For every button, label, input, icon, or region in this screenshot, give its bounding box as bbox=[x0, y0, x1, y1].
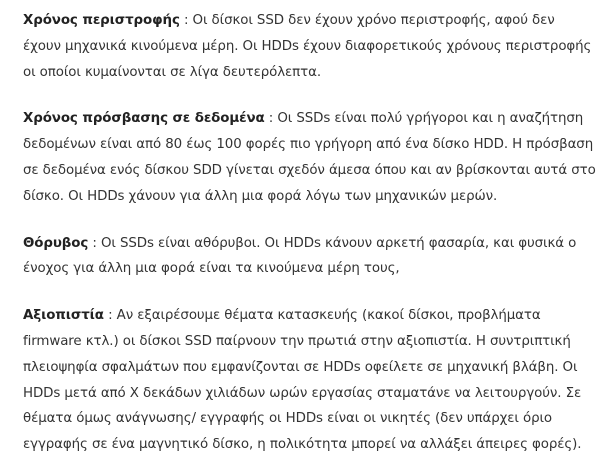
paragraph-rotation-time bbox=[23, 8, 596, 85]
description-data-access-time: : Οι SSDs είναι πολύ γρήγοροι και η αναζήτηση δεδομένων είναι από 80 έως 100 φορές πιο γρήγορη από ένα δίσκο HDD. Η πρόσβαση σε δεδομένα ενός δίσκου SDD γίνεται σχεδόν άμεσα όπου και αν βρίσκονται αυτά στο δίσκο. Οι HDDs χάνουν για άλλη μια φορά λόγω των μηχανικών μερών. bbox=[23, 111, 596, 204]
paragraph-data-access-time bbox=[23, 106, 596, 209]
description-noise: : Οι SSDs είναι αθόρυβοι. Οι HDDs κάνουν αρκετή φασαρία, και φυσικά ο ένοχος για άλλη μια φορά είναι τα κινούμενα μέρη τους, bbox=[23, 235, 577, 277]
paragraph-reliability bbox=[23, 303, 596, 458]
term-rotation-time: Χρόνος περιστροφής bbox=[23, 13, 180, 28]
description-reliability: : Αν εξαιρέσουμε θέματα κατασκευής (κακοί δίσκοι, προβλήματα firmware κτλ.) οι δίσκοι SSD παίρνουν την πρωτιά στην αξιοπιστία. Η συντριπτική πλειοψηφία σφαλμάτων που εμφανίζονται σε HDDs οφείλετε σε μηχανική βλάβη. Οι HDDs μετά από Χ δεκάδων χιλιάδων ωρών εργασίας σταματάνε να λειτουργούν. Σε θέματα όμως ανάγνωσης/ εγγραφής οι HDDs είναι οι νικητές (δεν υπάρχει όριο εγγραφής σε ένα μαγνητικό δίσκο, η πολικότητα μπορεί να αλλάξει άπειρες φορές). bbox=[23, 308, 582, 453]
term-noise: Θόρυβος bbox=[23, 235, 89, 251]
term-data-access-time: Χρόνος πρόσβασης σε δεδομένα bbox=[23, 111, 265, 127]
term-reliability: Αξιοπιστία bbox=[23, 308, 104, 324]
paragraph-noise bbox=[23, 231, 596, 283]
description-rotation-time: : Οι δίσκοι SSD δεν έχουν χρόνο περιστροφής, αφού δεν έχουν μηχανικά κινούμενα μέρη. Οι HDDs έχουν διαφορετικούς χρόνους περιστροφής οι οποίοι κυμαίνονται σε λίγα δευτερόλεπτα. bbox=[23, 13, 592, 80]
